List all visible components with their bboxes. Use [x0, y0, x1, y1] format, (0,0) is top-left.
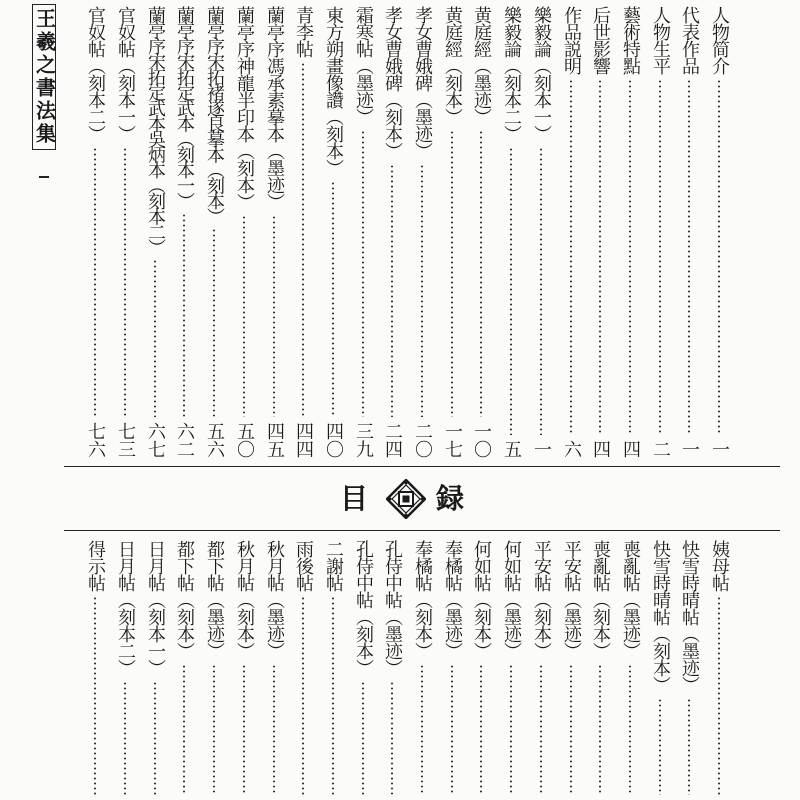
toc-entry[interactable] — [80, 540, 110, 800]
toc-entry-page: 四 — [620, 440, 641, 458]
leader-dots — [183, 664, 185, 795]
toc-entry[interactable] — [645, 6, 675, 458]
toc-entry-title: 孔侍中帖（墨迹） — [382, 540, 403, 676]
toc-entry[interactable] — [229, 540, 259, 800]
leader-dots — [154, 681, 156, 795]
leader-dots — [302, 62, 304, 417]
toc-entry-title: 日月帖（刻本二） — [115, 540, 136, 676]
leader-dots — [570, 79, 572, 435]
toc-entry-page: 二〇 — [412, 422, 433, 458]
toc-entry-title: 作品説明 — [561, 6, 582, 74]
toc-entry-page: 五六 — [204, 422, 225, 458]
toc-entry-page: 四 — [590, 440, 611, 458]
toc-entry[interactable] — [704, 6, 734, 458]
toc-entry-page: 四五 — [264, 422, 285, 458]
toc-entry-title: 喪亂帖（刻本） — [590, 540, 611, 659]
toc-entry[interactable] — [615, 540, 645, 800]
toc-entry-page: 七六 — [85, 422, 106, 458]
toc-entry-title: 快雪時晴帖（墨迹） — [679, 540, 700, 693]
leader-dots — [688, 698, 690, 795]
toc-entry-page: 二四 — [382, 422, 403, 458]
toc-entry-title: 樂毅論（刻本一） — [531, 6, 552, 142]
toc-entry-title: 喪亂帖（墨迹） — [620, 540, 641, 659]
toc-entry-page: 四〇 — [323, 422, 344, 458]
toc-entry[interactable] — [496, 540, 526, 800]
leader-dots — [718, 596, 720, 795]
toc-entry[interactable] — [556, 6, 586, 458]
toc-entry[interactable] — [585, 6, 615, 458]
toc-entry-page: 一 — [531, 440, 552, 458]
toc-entry-title: 人物简介 — [709, 6, 730, 74]
toc-entry[interactable] — [318, 540, 348, 800]
toc-entry[interactable] — [466, 6, 496, 458]
toc-entry-title: 二謝帖 — [323, 540, 344, 591]
toc-entry-title: 得示帖 — [85, 540, 106, 591]
toc-entry-page: 四四 — [293, 422, 314, 458]
toc-entry[interactable] — [288, 540, 318, 800]
toc-entry[interactable] — [110, 540, 140, 800]
toc-entry[interactable] — [407, 540, 437, 800]
toc-entry[interactable] — [674, 540, 704, 800]
toc-entry-title: 秋月帖（墨迹） — [264, 540, 285, 659]
leader-dots — [391, 681, 393, 795]
leader-dots — [332, 181, 334, 417]
toc-entry[interactable] — [259, 540, 289, 800]
bottom-rule — [64, 530, 780, 531]
toc-entry-title: 樂毅論（刻本二） — [501, 6, 522, 142]
toc-entry-title: 奉橘帖（墨迹） — [442, 540, 463, 659]
heading-mu: 目 — [340, 482, 369, 515]
toc-entry-title: 秋月帖（刻本） — [234, 540, 255, 659]
toc-entry[interactable] — [288, 6, 318, 458]
book-title: 王羲之書法集 — [32, 4, 56, 150]
toc-entry-title: 日月帖（刻本一） — [145, 540, 166, 676]
toc-entry-title: 蘭亭序宋拓褚遂良摹本（刻本） — [204, 6, 225, 223]
toc-entry-title: 青李帖 — [293, 6, 314, 57]
toc-entry-title: 代表作品 — [679, 6, 700, 74]
toc-entry[interactable] — [348, 6, 378, 458]
toc-entry-title: 藝術特點 — [620, 6, 641, 74]
leader-dots — [154, 259, 156, 417]
toc-entry-title: 后世影響 — [590, 6, 611, 74]
toc-entry[interactable] — [437, 6, 467, 458]
leader-dots — [94, 596, 96, 795]
toc-entry[interactable] — [496, 6, 526, 458]
leader-dots — [629, 664, 631, 795]
toc-entry-title: 平安帖（墨迹） — [561, 540, 582, 659]
toc-entry-title: 蘭亭序宋拓定武本吳炳本（刻本二） — [145, 6, 166, 254]
toc-entry-title: 東方朔畫像讚（刻本） — [323, 6, 344, 176]
leader-dots — [183, 213, 185, 418]
toc-entry[interactable] — [348, 540, 378, 800]
toc-entry[interactable] — [318, 6, 348, 458]
leader-dots — [540, 664, 542, 795]
leader-dots — [659, 698, 661, 795]
leader-dots — [599, 664, 601, 795]
toc-entry-page: 一 — [709, 440, 730, 458]
toc-entry-title: 孔侍中帖（刻本） — [353, 540, 374, 676]
toc-entry[interactable] — [556, 540, 586, 800]
toc-entry-page: 五〇 — [234, 422, 255, 458]
diamond-ornament-icon — [386, 479, 426, 519]
toc-entry[interactable] — [140, 6, 170, 458]
toc-entry[interactable] — [199, 540, 229, 800]
toc-entry-title: 官奴帖（刻本一） — [115, 6, 136, 142]
leader-dots — [421, 664, 423, 795]
leader-dots — [540, 147, 542, 435]
leader-dots — [124, 681, 126, 795]
page-number — [39, 176, 49, 178]
toc-entry-title: 孝女曹娥碑（刻本） — [382, 6, 403, 159]
toc-entry-title: 霜寒帖（墨迹） — [353, 6, 374, 125]
toc-entry-title: 黄庭經（刻本） — [442, 6, 463, 125]
toc-entry-title: 黄庭經（墨迹） — [471, 6, 492, 125]
toc-entry[interactable] — [645, 540, 675, 800]
toc-entry[interactable] — [585, 540, 615, 800]
toc-entry-page: 一 — [679, 440, 700, 458]
toc-entry-page: 六 — [561, 440, 582, 458]
leader-dots — [421, 164, 423, 417]
leader-dots — [570, 664, 572, 795]
toc-entry[interactable] — [674, 6, 704, 458]
toc-entry[interactable] — [377, 540, 407, 800]
toc-entry[interactable] — [377, 6, 407, 458]
leader-dots — [599, 79, 601, 435]
top-rule — [64, 466, 780, 467]
toc-entry-page: 一七 — [442, 422, 463, 458]
toc-entry[interactable] — [110, 6, 140, 458]
leader-dots — [391, 164, 393, 417]
toc-entry[interactable] — [526, 6, 556, 458]
toc-entry-page: 七三 — [115, 422, 136, 458]
toc-entry[interactable] — [526, 540, 556, 800]
heading-lu: 録 — [436, 482, 465, 515]
toc-entry-page: 六二 — [174, 422, 195, 458]
leader-dots — [510, 664, 512, 795]
toc-entry-title: 快雪時晴帖（刻本） — [650, 540, 671, 693]
toc-entry-title: 姨母帖 — [709, 540, 730, 591]
leader-dots — [243, 664, 245, 795]
toc-entry[interactable] — [259, 6, 289, 458]
toc-entry[interactable] — [437, 540, 467, 800]
toc-entry[interactable] — [704, 540, 734, 800]
leader-dots — [362, 130, 364, 417]
toc-entry[interactable] — [466, 540, 496, 800]
toc-entry[interactable] — [140, 540, 170, 800]
toc-entry-page: 三九 — [353, 422, 374, 458]
toc-entry-title: 蘭亭序宋拓定武本（刻本一） — [174, 6, 195, 208]
leader-dots — [451, 664, 453, 795]
toc-entry-title: 蘭亭序馮承素摹本（墨迹） — [264, 6, 285, 210]
toc-entry-page: 六七 — [145, 422, 166, 458]
toc-entry[interactable] — [169, 6, 199, 458]
leader-dots — [480, 130, 482, 417]
toc-entry-title: 孝女曹娥碑（墨迹） — [412, 6, 433, 159]
leader-dots — [273, 664, 275, 795]
toc-entry[interactable] — [199, 6, 229, 458]
toc-entry-title: 奉橘帖（刻本） — [412, 540, 433, 659]
toc-entry-title: 人物生平 — [650, 6, 671, 74]
toc-entry-title: 何如帖（刻本） — [471, 540, 492, 659]
leader-dots — [451, 130, 453, 417]
leader-dots — [659, 79, 661, 435]
toc-entry-title: 何如帖（墨迹） — [501, 540, 522, 659]
toc-entry-title: 都下帖（墨迹） — [204, 540, 225, 659]
leader-dots — [688, 79, 690, 435]
leader-dots — [243, 215, 245, 417]
leader-dots — [362, 681, 364, 795]
toc-entry[interactable] — [407, 6, 437, 458]
toc-entry[interactable] — [229, 6, 259, 458]
toc-entry[interactable] — [615, 6, 645, 458]
leader-dots — [273, 215, 275, 417]
toc-entry-title: 蘭亭序神龍半印本（刻本） — [234, 6, 255, 210]
leader-dots — [718, 79, 720, 435]
toc-entry-title: 官奴帖（刻本二） — [85, 6, 106, 142]
toc-entry[interactable] — [169, 540, 199, 800]
toc-entry-page: 一〇 — [471, 422, 492, 458]
toc-entry-page: 二 — [650, 440, 671, 458]
leader-dots — [629, 79, 631, 435]
toc-entry[interactable] — [80, 6, 110, 458]
toc-entry-title: 雨後帖 — [293, 540, 314, 591]
leader-dots — [510, 147, 512, 435]
leader-dots — [302, 596, 304, 795]
toc-entry-page: 五 — [501, 440, 522, 458]
toc-entry-title: 都下帖（刻本） — [174, 540, 195, 659]
leader-dots — [213, 664, 215, 795]
leader-dots — [94, 147, 96, 417]
leader-dots — [124, 147, 126, 417]
leader-dots — [480, 664, 482, 795]
leader-dots — [213, 228, 215, 417]
toc-entry-title: 平安帖（刻本） — [531, 540, 552, 659]
leader-dots — [332, 596, 334, 795]
